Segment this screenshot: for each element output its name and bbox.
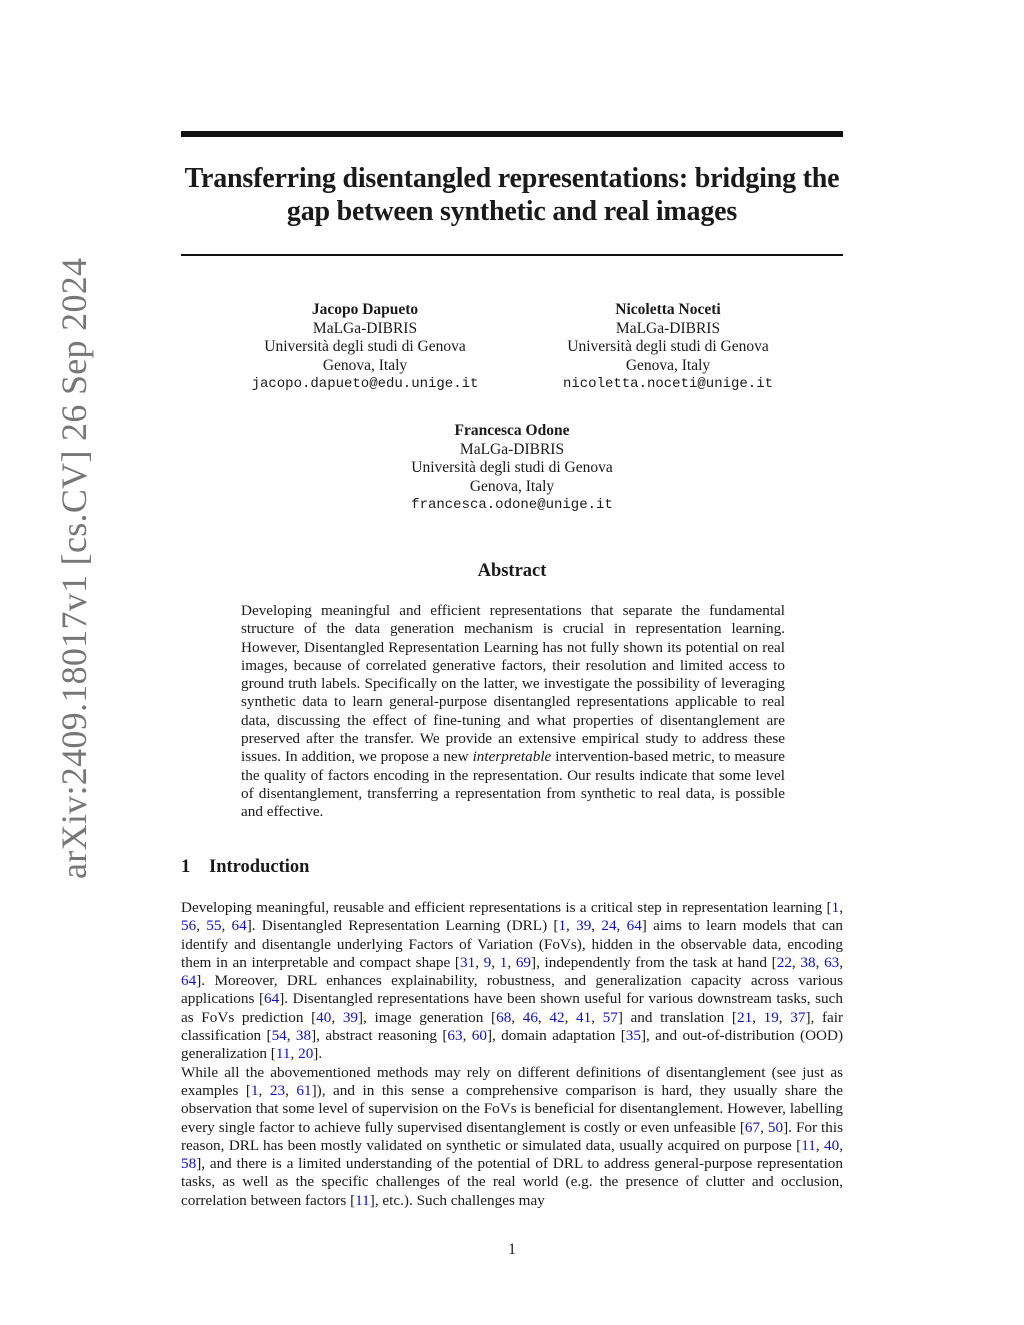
paragraph-text: ]. Disentangled Representation Learning (DRL) [	[246, 917, 559, 935]
citation-link[interactable]: 1	[499, 953, 508, 971]
paragraph	[181, 1064, 843, 1210]
paragraph-text: ], and out-of-distribution (OOD) generalization [	[181, 1027, 844, 1063]
paragraph-text: ,	[791, 953, 801, 971]
author-email[interactable]: nicoletta.noceti@unige.it	[562, 376, 774, 392]
author-block	[362, 422, 662, 515]
paragraph-text: ,	[221, 917, 232, 935]
arxiv-stamp: arXiv:2409.18017v1 [cs.CV] 26 Sep 2024	[54, 257, 94, 879]
author-block	[215, 301, 515, 394]
author-name: Jacopo Dapueto	[311, 301, 419, 318]
paragraph-text: ,	[591, 1008, 603, 1026]
paragraph-text: ,	[285, 1081, 297, 1099]
paragraph-text: ,	[537, 1008, 550, 1026]
author-university: Università degli studi di Genova	[264, 338, 466, 355]
citation-link[interactable]: 40	[316, 1008, 332, 1026]
citation-link[interactable]: 64	[264, 990, 280, 1008]
citation-link[interactable]: 55	[206, 917, 222, 935]
paragraph-text: ,	[839, 899, 843, 916]
citation-link[interactable]: 64	[231, 917, 247, 935]
paragraph-text: ,	[616, 917, 627, 935]
paragraph-text: ,	[290, 1045, 299, 1063]
section-heading	[181, 857, 309, 878]
paragraph-text: ,	[752, 1008, 764, 1026]
section-number: 1	[181, 857, 191, 877]
citation-link[interactable]: 68	[496, 1008, 512, 1026]
paragraph-text: ,	[591, 917, 602, 935]
paragraph-text: ]), and in this sense a comprehensive comparison is hard, they usually share the observation that some level of supervision on the FoVs is beneficial for disentanglement. However, labelling every single factor to achieve fully supervised disentanglement is costly or even unfeasible [	[181, 1081, 844, 1136]
author-university: Università degli studi di Genova	[411, 459, 613, 476]
citation-link[interactable]: 41	[576, 1008, 592, 1026]
author-email[interactable]: francesca.odone@unige.it	[411, 497, 613, 513]
citation-link[interactable]: 38	[800, 953, 816, 971]
author-block	[518, 301, 818, 394]
citation-link[interactable]: 1	[831, 899, 840, 916]
citation-link[interactable]: 19	[763, 1008, 779, 1026]
paragraph-text: ] aims to learn models that can identify and disentangle underlying Factors of Variation (FoVs), hidden in the observable data, encoding them in an interpretable and compact shape [	[181, 917, 844, 971]
citation-link[interactable]: 24	[601, 917, 617, 935]
paragraph-text: ], image generation [	[358, 1008, 497, 1026]
title-rule-bottom	[181, 254, 843, 256]
citation-link[interactable]: 38	[295, 1027, 312, 1045]
paragraph	[181, 899, 843, 1064]
paragraph-text: ,	[839, 1136, 843, 1154]
author-affiliation: MaLGa-DIBRIS	[459, 440, 565, 458]
citation-link[interactable]: 23	[269, 1081, 286, 1099]
paragraph-text: ,	[564, 1008, 577, 1026]
citation-link[interactable]: 21	[736, 1008, 753, 1026]
paragraph-text: ,	[286, 1027, 296, 1045]
citation-link[interactable]: 42	[549, 1008, 565, 1026]
paragraph-text: ]. Disentangled representations have been shown useful for various downstream tasks, such as FoVs prediction [	[181, 990, 843, 1026]
paragraph-text: ], and there is a limited understanding of the potential of DRL to address general-purpose representation tasks, as well as the specific challenges of the real world (e.g. the presence of clutter and occlusion, correlation between factors [	[181, 1155, 843, 1209]
paragraph-text: ,	[196, 917, 207, 935]
author-affiliation: MaLGa-DIBRIS	[312, 319, 418, 337]
citation-link[interactable]: 1	[558, 917, 567, 935]
paragraph-text: ], fair classification [	[181, 1008, 844, 1045]
author-email[interactable]: jacopo.dapueto@edu.unige.it	[251, 376, 479, 392]
paragraph-text: ], domain adaptation [	[486, 1027, 626, 1045]
paragraph-text: ]. For this reason, DRL has been mostly validated on synthetic or simulated data, usually acquired on purpose [	[181, 1118, 843, 1154]
paragraph-text: ,	[778, 1008, 791, 1026]
paragraph-text: ,	[491, 953, 500, 971]
citation-link[interactable]: 39	[342, 1008, 358, 1026]
paragraph-text: ,	[475, 953, 484, 971]
author-name: Nicoletta Noceti	[615, 301, 721, 318]
paragraph-text: ,	[462, 1027, 472, 1045]
paragraph-text: ], abstract reasoning [	[311, 1027, 448, 1045]
paragraph-text: While all the abovementioned methods may rely on different definitions of disentanglement (see just as examples [	[181, 1063, 843, 1099]
paragraph-text: ,	[511, 1008, 523, 1026]
paragraph-text: ] and translation [	[617, 1008, 737, 1026]
citation-link[interactable]: 11	[355, 1191, 370, 1209]
citation-link[interactable]: 37	[790, 1008, 806, 1026]
citation-link[interactable]: 60	[471, 1027, 487, 1045]
citation-link[interactable]: 61	[296, 1081, 312, 1099]
paragraph-text: ]. Moreover, DRL enhances explainability, robustness, and generalization capacity across various applications [	[181, 972, 843, 1008]
citation-link[interactable]: 9	[483, 953, 492, 971]
author-location: Genova, Italy	[469, 477, 555, 495]
paragraph-text: ,	[566, 917, 577, 935]
paragraph-text: ,	[331, 1008, 343, 1026]
abstract-text	[241, 602, 785, 822]
author-affiliation: MaLGa-DIBRIS	[615, 319, 721, 337]
citation-link[interactable]: 69	[515, 953, 532, 971]
paragraph-text: ,	[258, 1081, 270, 1099]
citation-link[interactable]: 1	[250, 1081, 259, 1099]
citation-link[interactable]: 46	[522, 1008, 538, 1026]
abstract-heading: Abstract	[477, 561, 547, 581]
citation-link[interactable]: 63	[824, 953, 840, 971]
citation-link[interactable]: 22	[776, 953, 792, 971]
citation-link[interactable]: 40	[824, 1136, 840, 1154]
title-rule-top	[181, 131, 843, 137]
author-university: Università degli studi di Genova	[567, 338, 769, 355]
citation-link[interactable]: 63	[447, 1027, 463, 1045]
citation-link[interactable]: 39	[576, 917, 592, 935]
citation-link[interactable]: 31	[460, 953, 476, 971]
citation-link[interactable]: 67	[744, 1118, 761, 1136]
author-location: Genova, Italy	[625, 356, 711, 374]
citation-link[interactable]: 11	[275, 1045, 291, 1063]
citation-link[interactable]: 64	[626, 917, 642, 935]
citation-link[interactable]: 54	[271, 1027, 287, 1045]
paragraph-text: ,	[507, 953, 516, 971]
author-location: Genova, Italy	[322, 356, 408, 374]
paragraph-text: ,	[839, 953, 844, 971]
paragraph-text: ].	[313, 1045, 323, 1063]
paragraph-text: ,	[815, 1136, 825, 1154]
paragraph-text: ,	[760, 1118, 768, 1136]
body-text	[181, 899, 843, 1210]
abstract-text-part: Developing meaningful and efficient representations that separate the fundamental structure of the data generation mechanism is crucial in representation learning. However, Disentangled Representation Learning has not fully shown its potential on real images, because of correlated generative factors, their resolution and limited access to ground truth labels. Specifically on the latter, we investigate the possibility of leveraging synthetic data to learn general-purpose disentangled representations applicable to real data, discussing the effect of fine-tuning and what properties of disentanglement are preserved after the transfer. We provide an extensive empirical study to address these issues. In addition, we propose a new	[241, 602, 785, 766]
abstract-emphasis: interpretable	[472, 748, 552, 766]
paper-title: Transferring disentangled representations: bridging the gap between synthetic and real images	[184, 163, 840, 227]
citation-link[interactable]: 35	[625, 1027, 641, 1045]
section-title: Introduction	[209, 857, 310, 877]
citation-link[interactable]: 11	[801, 1136, 816, 1154]
author-name: Francesca Odone	[454, 422, 570, 439]
abstract-text-part: intervention-based metric, to measure the quality of factors encoding in the representation. Our results indicate that some level of disentanglement, transferring a representation from synthetic to real data, is possible and effective.	[241, 748, 785, 821]
citation-link[interactable]: 58	[181, 1155, 197, 1173]
citation-link[interactable]: 64	[181, 972, 197, 990]
paragraph-text: ], etc.). Such challenges may	[369, 1191, 545, 1209]
paragraph-text: ,	[815, 953, 825, 971]
citation-link[interactable]: 50	[767, 1118, 784, 1136]
paragraph-text: Developing meaningful, reusable and efficient representations is a critical step in representation learning [	[181, 899, 832, 916]
citation-link[interactable]: 20	[298, 1045, 314, 1063]
page-number: 1	[508, 1241, 516, 1258]
paragraph-text: ], independently from the task at hand [	[531, 953, 777, 971]
citation-link[interactable]: 57	[602, 1008, 618, 1026]
citation-link[interactable]: 56	[181, 917, 197, 935]
